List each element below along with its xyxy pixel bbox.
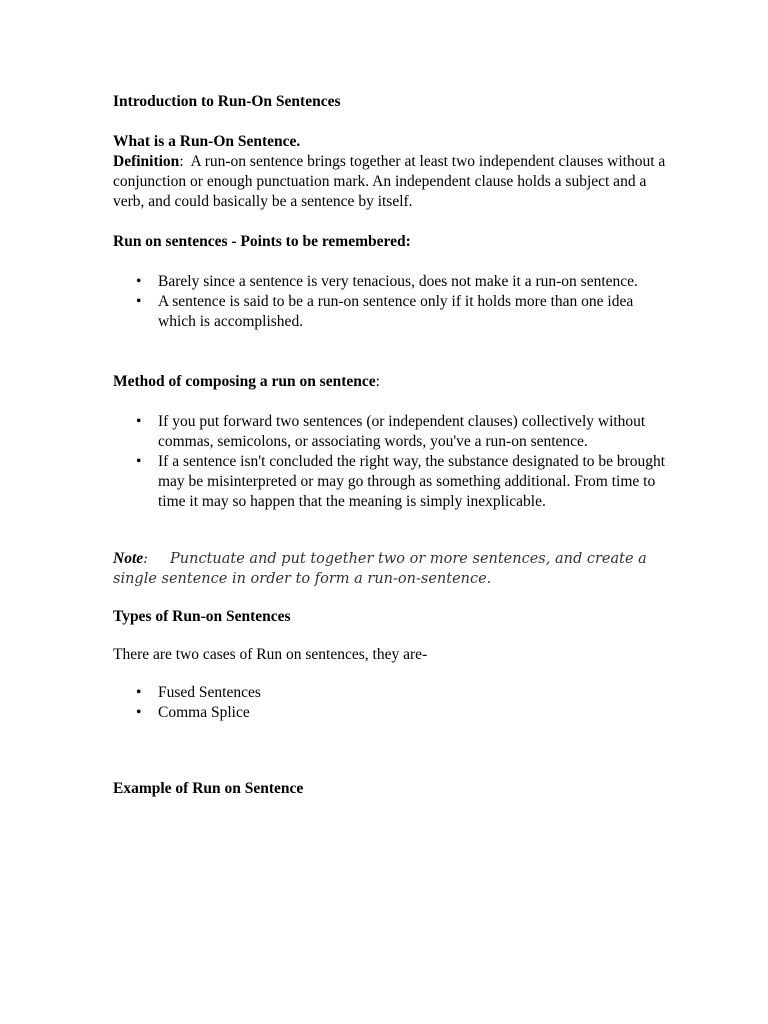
definition-paragraph bbox=[113, 152, 673, 212]
bullet-icon: • bbox=[136, 453, 142, 470]
types-heading: Types of Run-on Sentences bbox=[113, 608, 291, 625]
points-heading: Run on sentences - Points to be remembered: bbox=[113, 233, 411, 250]
bullet-icon: • bbox=[136, 413, 142, 430]
types-list bbox=[113, 683, 673, 723]
bullet-icon: • bbox=[136, 684, 142, 701]
method-heading-line bbox=[113, 372, 673, 392]
list-item-text: Comma Splice bbox=[158, 704, 250, 721]
list-item bbox=[136, 412, 673, 452]
bullet-icon: • bbox=[136, 273, 142, 290]
definition-text: A run-on sentence brings together at least two independent clauses without a conjunction or enough punctuation mark. An independent clause holds a subject and a verb, and could basically be a sentence by itself. bbox=[113, 153, 670, 210]
note-paragraph bbox=[113, 549, 673, 589]
types-intro: There are two cases of Run on sentences, they are- bbox=[113, 646, 428, 663]
example-heading: Example of Run on Sentence bbox=[113, 780, 304, 797]
list-item bbox=[136, 272, 673, 292]
definition-label: Definition bbox=[113, 153, 180, 170]
list-item-text: If you put forward two sentences (or independent clauses) collectively without commas, semicolons, or associating words, you've a run-on sentence. bbox=[158, 413, 646, 450]
note-text: Punctuate and put together two or more sentences, and create a single sentence in order to form a run-on-sentence. bbox=[113, 551, 647, 587]
list-item-text: Fused Sentences bbox=[158, 684, 261, 701]
definition-colon: : bbox=[179, 153, 184, 170]
method-colon: : bbox=[375, 373, 380, 390]
intro-title: Introduction to Run-On Sentences bbox=[113, 93, 341, 110]
method-list bbox=[113, 412, 673, 512]
list-item bbox=[136, 452, 673, 512]
document-page bbox=[113, 92, 673, 799]
bullet-icon: • bbox=[136, 293, 142, 310]
points-list bbox=[113, 272, 673, 332]
method-heading: Method of composing a run on sentence bbox=[113, 373, 376, 390]
list-item bbox=[136, 683, 673, 703]
list-item-text: A sentence is said to be a run-on sentence only if it holds more than one idea which is accomplished. bbox=[158, 293, 634, 330]
list-item-text: Barely since a sentence is very tenacious, does not make it a run-on sentence. bbox=[158, 273, 638, 290]
definition-heading: What is a Run-On Sentence. bbox=[113, 133, 301, 150]
list-item-text: If a sentence isn't concluded the right way, the substance designated to be brought may be misinterpreted or may go through as something additional. From time to time it may so happen that the meaning is simply inexplicable. bbox=[158, 453, 666, 510]
list-item bbox=[136, 703, 673, 723]
note-label-text: Note bbox=[113, 550, 144, 567]
bullet-icon: • bbox=[136, 704, 142, 721]
note-label bbox=[113, 550, 143, 567]
list-item bbox=[136, 292, 673, 332]
note-colon: : bbox=[143, 551, 149, 567]
